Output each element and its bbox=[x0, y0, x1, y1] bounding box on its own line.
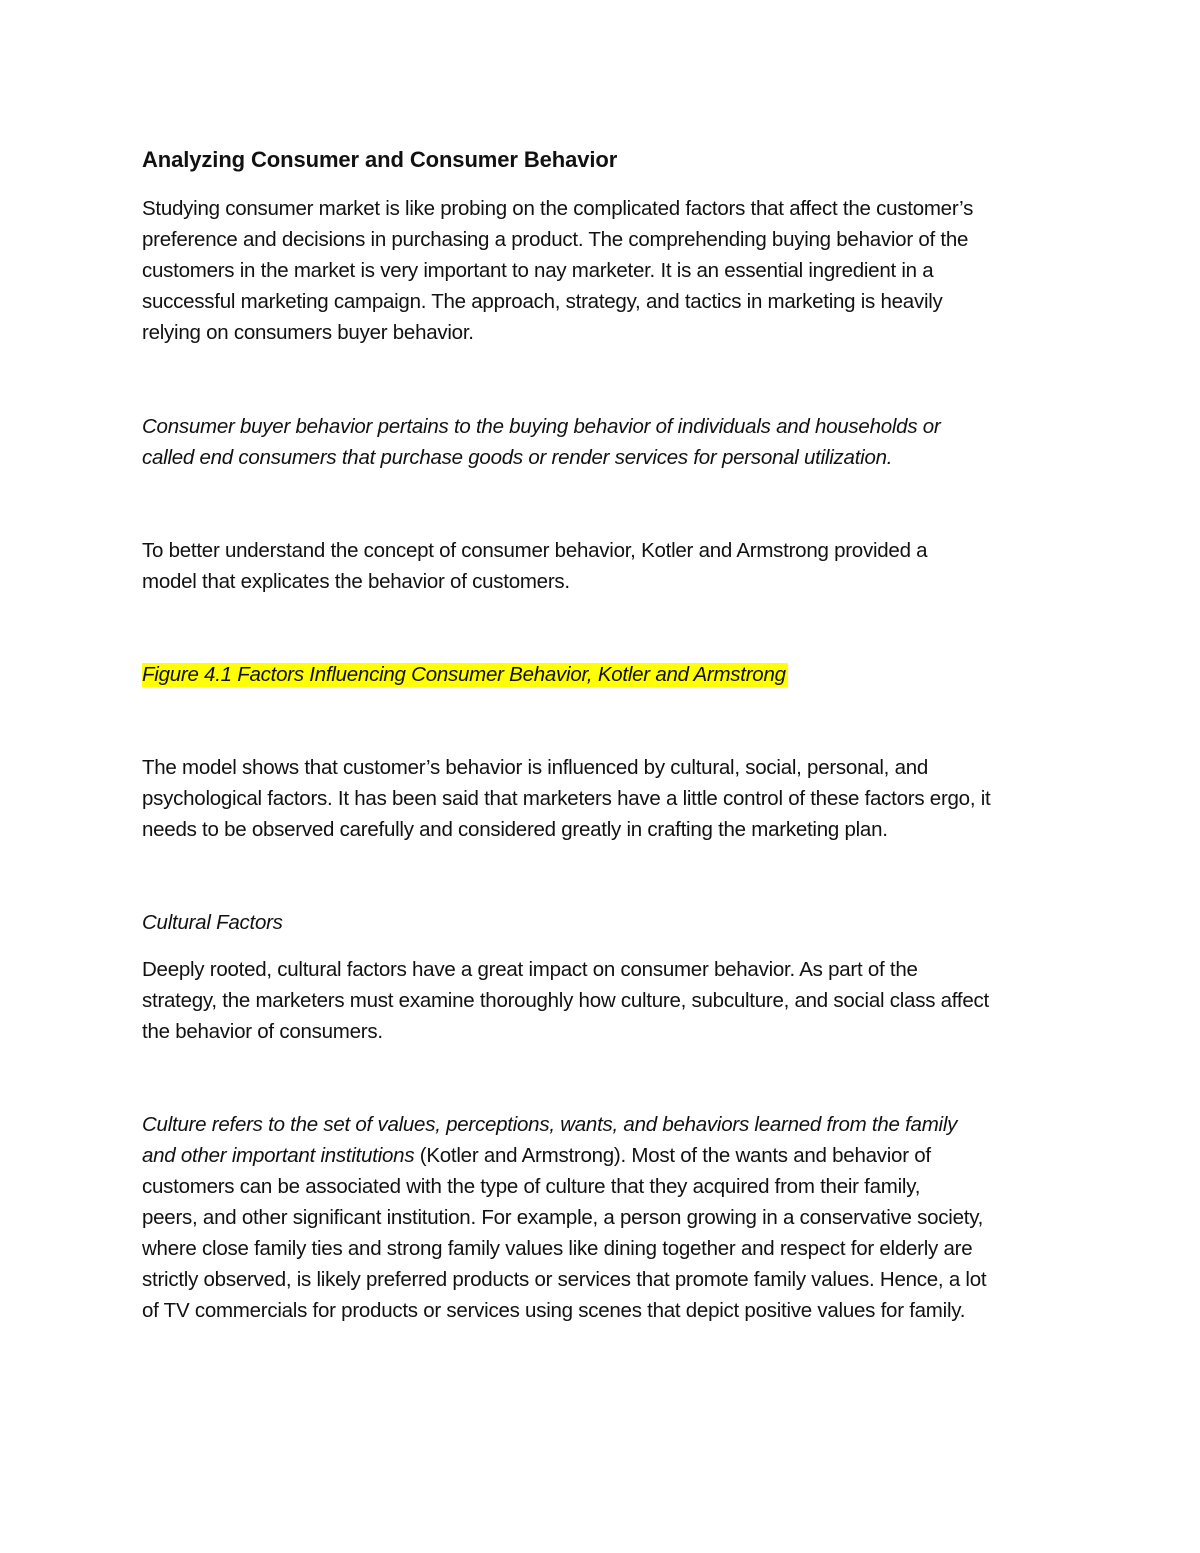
cultural-factors-heading bbox=[142, 907, 1072, 938]
figure-caption-highlight: Figure 4.1 Factors Influencing Consumer Behavior, Kotler and Armstrong bbox=[142, 663, 786, 686]
culture-definition-paragraph bbox=[142, 1109, 1072, 1326]
cultural-paragraph bbox=[142, 954, 1072, 1047]
paragraph-line: customers in the market is very important to nay marketer. It is an essential ingredient in a bbox=[142, 259, 934, 282]
paragraph-line: Culture refers to the set of values, perceptions, wants, and behaviors learned from the family bbox=[142, 1113, 958, 1136]
model-intro-paragraph bbox=[142, 535, 1072, 597]
paragraph-line: Consumer buyer behavior pertains to the buying behavior of individuals and households or bbox=[142, 415, 941, 438]
paragraph-line: peers, and other significant institution. For example, a person growing in a conservative society, bbox=[142, 1206, 984, 1229]
paragraph-line: successful marketing campaign. The approach, strategy, and tactics in marketing is heavily bbox=[142, 290, 943, 313]
paragraph-line: customers can be associated with the type of culture that they acquired from their family, bbox=[142, 1175, 921, 1198]
paragraph-line: The model shows that customer’s behavior is influenced by cultural, social, personal, and bbox=[142, 756, 929, 779]
paragraph-line: relying on consumers buyer behavior. bbox=[142, 321, 474, 344]
paragraph-line: strictly observed, is likely preferred products or services that promote family values. Hence, a lot bbox=[142, 1268, 987, 1291]
title-text: Analyzing Consumer and Consumer Behavior bbox=[142, 147, 618, 172]
paragraph-line: model that explicates the behavior of customers. bbox=[142, 570, 570, 593]
paragraph-line: called end consumers that purchase goods or render services for personal utilization. bbox=[142, 446, 893, 469]
paragraph-line: Deeply rooted, cultural factors have a great impact on consumer behavior. As part of the bbox=[142, 958, 918, 981]
paragraph-line: To better understand the concept of consumer behavior, Kotler and Armstrong provided a bbox=[142, 539, 928, 562]
paragraph-line: Studying consumer market is like probing on the complicated factors that affect the customer’s bbox=[142, 197, 974, 220]
paragraph-line: preference and decisions in purchasing a product. The comprehending buying behavior of the bbox=[142, 228, 969, 251]
model-paragraph bbox=[142, 752, 1072, 845]
paragraph-line: psychological factors. It has been said that marketers have a little control of these factors ergo, it bbox=[142, 787, 991, 810]
figure-caption bbox=[142, 659, 1072, 690]
italic-phrase: and other important institutions bbox=[142, 1144, 415, 1167]
figure-caption-line bbox=[142, 659, 1072, 690]
intro-paragraph bbox=[142, 193, 1072, 348]
paragraph-line: the behavior of consumers. bbox=[142, 1020, 383, 1043]
paragraph-line: where close family ties and strong family values like dining together and respect for elderly are bbox=[142, 1237, 973, 1260]
definition-paragraph bbox=[142, 411, 1072, 473]
paragraph-line: of TV commercials for products or services using scenes that depict positive values for family. bbox=[142, 1299, 966, 1322]
paragraph-line: needs to be observed carefully and considered greatly in crafting the marketing plan. bbox=[142, 818, 888, 841]
document-title bbox=[142, 144, 1072, 175]
paragraph-line: strategy, the marketers must examine thoroughly how culture, subculture, and social class affect bbox=[142, 989, 989, 1012]
citation-text: (Kotler and Armstrong). Most of the wants and behavior of bbox=[414, 1144, 931, 1167]
paragraph-line bbox=[142, 1140, 1072, 1171]
section-heading-text: Cultural Factors bbox=[142, 911, 283, 934]
